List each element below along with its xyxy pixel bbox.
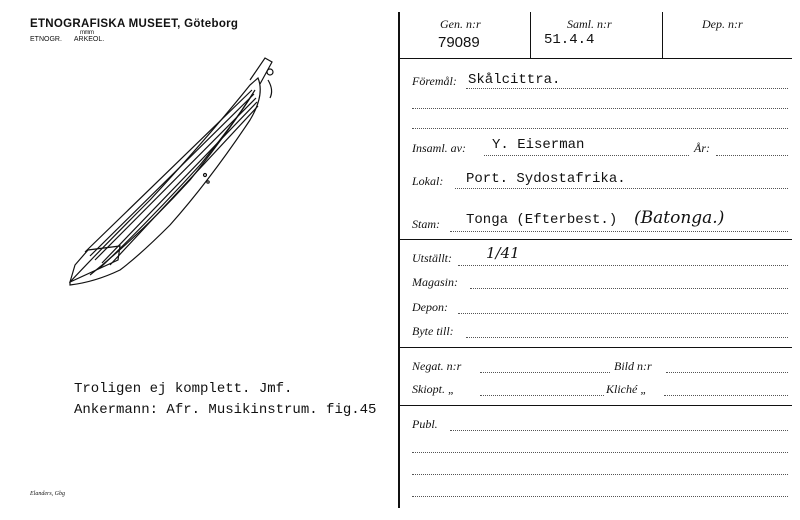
dept-etnogr: ETNOGR.	[30, 36, 62, 43]
publ-line-4	[412, 496, 788, 497]
dep-label: Dep. n:r	[702, 17, 743, 31]
printer-mark: Elanders, Gbg	[30, 491, 65, 497]
lokal-line	[455, 188, 788, 189]
utstallt-line	[458, 265, 788, 266]
card-left-border	[398, 12, 400, 508]
bild-line	[666, 372, 788, 373]
zither-drawing	[60, 50, 300, 300]
stam-handwritten: (Batonga.)	[634, 208, 725, 228]
lokal-label: Lokal:	[412, 174, 444, 188]
utstallt-handwritten: 1/41	[486, 244, 520, 262]
stam-label: Stam:	[412, 217, 440, 231]
section-rule-3	[400, 405, 792, 406]
museum-name: ETNOGRAFISKA MUSEET, Göteborg	[30, 18, 239, 30]
publ-label: Publ.	[412, 417, 438, 431]
saml-value: 51.4.4	[544, 32, 595, 48]
dept-arkeol: ARKEOL.	[73, 36, 105, 43]
gen-value: 79089	[438, 34, 480, 51]
magasin-label: Magasin:	[412, 275, 458, 289]
insaml-label: Insaml. av:	[412, 141, 466, 155]
depon-label: Depon:	[412, 300, 448, 314]
publ-line-1	[450, 430, 788, 431]
foremal-label: Föremål:	[412, 74, 457, 88]
gen-label: Gen. n:r	[440, 17, 481, 31]
publ-line-3	[412, 474, 788, 475]
negat-label: Negat. n:r	[412, 359, 462, 373]
kliche-line	[664, 395, 788, 396]
insaml-value: Y. Eiserman	[492, 137, 585, 153]
lokal-value: Port. Sydostafrika.	[466, 171, 626, 187]
insaml-line	[484, 155, 689, 156]
skiopt-line	[480, 395, 604, 396]
utstallt-label: Utställt:	[412, 251, 453, 265]
department-stamp: mmm	[80, 30, 94, 36]
department-labels	[30, 36, 104, 43]
foremal-line-3	[412, 128, 788, 129]
negat-line	[480, 372, 610, 373]
depon-line	[458, 313, 788, 314]
publ-line-2	[412, 452, 788, 453]
kliche-label: Kliché „	[606, 382, 647, 396]
note-line-2: Ankermann: Afr. Musikinstrum. fig.45	[74, 402, 377, 418]
ar-label: År:	[694, 141, 710, 155]
stam-value: Tonga (Efterbest.)	[466, 212, 618, 228]
header-divider-2	[662, 12, 663, 58]
ar-line	[716, 155, 788, 156]
magasin-line	[470, 288, 788, 289]
section-rule-2	[400, 347, 792, 348]
bild-label: Bild n:r	[614, 359, 652, 373]
skiopt-label: Skiopt. „	[412, 382, 455, 396]
foremal-value: Skålcittra.	[468, 72, 561, 88]
foremal-line	[466, 88, 788, 89]
header-divider-1	[530, 12, 531, 58]
byte-label: Byte till:	[412, 324, 454, 338]
foremal-line-2	[412, 108, 788, 109]
saml-label: Saml. n:r	[567, 17, 612, 31]
stam-line	[450, 231, 788, 232]
note-line-1: Troligen ej komplett. Jmf.	[74, 381, 293, 397]
byte-line	[466, 337, 788, 338]
section-rule-1	[400, 239, 792, 240]
header-bottom-rule	[400, 58, 792, 59]
